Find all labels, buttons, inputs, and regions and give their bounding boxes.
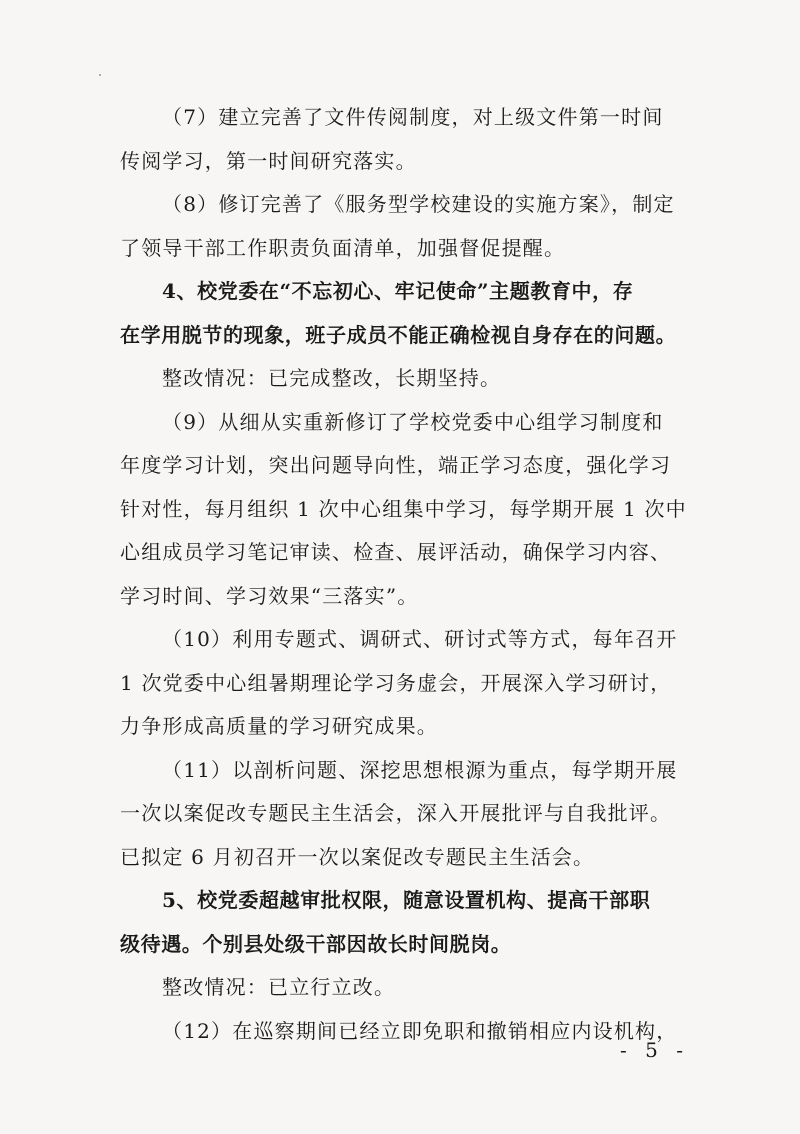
text-line: 整改情况：已完成整改，长期坚持。: [162, 366, 502, 390]
text-line: （7）建立完善了文件传阅制度，对上级文件第一时间: [162, 105, 664, 129]
section-heading-line: 在学用脱节的现象，班子成员不能正确检视自身存在的问题。: [120, 322, 677, 347]
text-line: （8）修订完善了《服务型学校建设的实施方案》，制定: [162, 192, 675, 216]
document-body: [120, 96, 700, 1053]
text-line: （10）利用专题式、调研式、研讨式等方式，每年召开: [162, 627, 678, 651]
text-line: 1 次党委中心组暑期理论学习务虚会，开展深入学习研讨，: [120, 670, 672, 695]
text-line: （9）从细从实重新修订了学校党委中心组学习制度和: [162, 409, 664, 434]
section-heading-line: 4、校党委在“不忘初心、牢记使命”主题教育中，存: [162, 279, 634, 303]
text-line: 针对性，每月组织 1 次中心组集中学习，每学期开展 1 次中: [120, 496, 687, 521]
text-line: 整改情况：已立行立改。: [162, 975, 396, 999]
text-line: （12）在巡察期间已经立即免职和撤销相应内设机构，: [162, 1018, 678, 1043]
text-line: 已拟定 6 月初召开一次以案促改专题民主生活会。: [120, 844, 595, 869]
text-line: 力争形成高质量的学习研究成果。: [120, 714, 438, 738]
text-line: 一次以案促改专题民主生活会，深入开展批评与自我批评。: [120, 801, 672, 825]
section-heading-line: 5、校党委超越审批权限，随意设置机构、提高干部职: [162, 888, 651, 912]
text-line: 传阅学习，第一时间研究落实。: [120, 148, 417, 173]
section-heading-line: 级待遇。个别县处级干部因故长时间脱岗。: [120, 931, 512, 956]
text-line: 学习时间、学习效果“三落实”。: [120, 583, 419, 608]
text-line: 心组成员学习笔记审读、检查、展评活动，确保学习内容、: [120, 540, 672, 564]
text-line: 年度学习计划，突出问题导向性，端正学习态度，强化学习: [120, 453, 672, 477]
text-line: （11）以剖析问题、深挖思想根源为重点，每学期开展: [162, 757, 678, 782]
scan-speck: [99, 74, 101, 76]
page-number: - 5 -: [620, 1038, 689, 1062]
text-line: 了领导干部工作职责负面清单，加强督促提醒。: [120, 235, 566, 260]
